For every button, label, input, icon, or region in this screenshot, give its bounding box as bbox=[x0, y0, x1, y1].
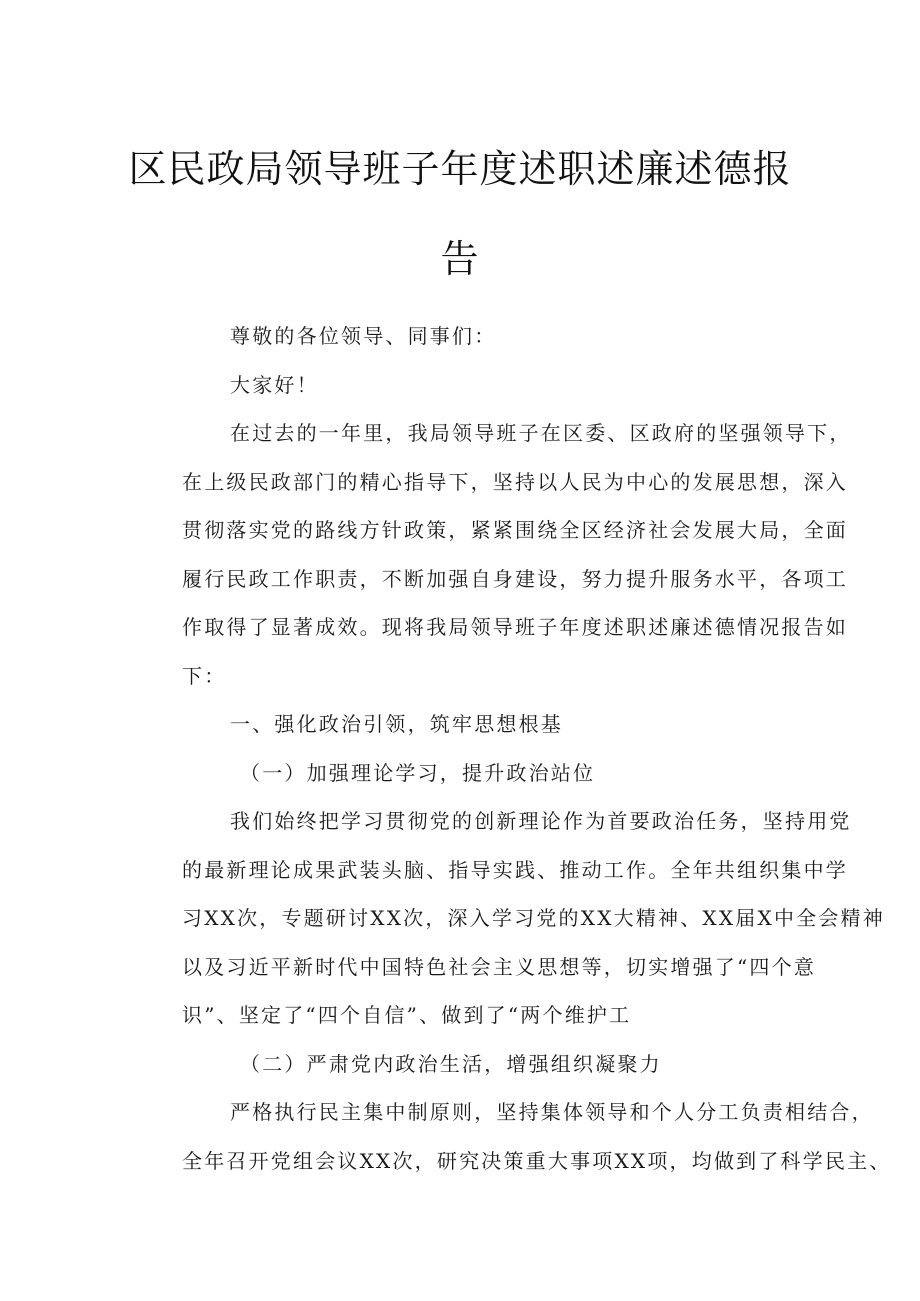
body-text-line: 作取得了显著成效。现将我局领导班子年度述职述廉述德情况报告如 bbox=[182, 615, 848, 639]
body-text-line: 在过去的一年里，我局领导班子在区委、区政府的坚强领导下， bbox=[230, 421, 852, 445]
subsection-heading: （一）加强理论学习，提升政治站位 bbox=[240, 761, 596, 785]
body-text-line: 的最新理论成果武装头脑、指导实践、推动工作。全年共组织集中学 bbox=[182, 858, 848, 882]
document-title-line-1: 区民政局领导班子年度述职述廉述德报 bbox=[128, 147, 792, 191]
body-text-line: 履行民政工作职责，不断加强自身建设，努力提升服务水平，各项工 bbox=[182, 567, 848, 591]
greeting: 大家好！ bbox=[230, 373, 319, 397]
body-text-line: 下： bbox=[182, 664, 227, 688]
section-heading: 一、强化政治引领，筑牢思想根基 bbox=[230, 712, 563, 736]
body-text-line: 全年召开党组会议XX次，研究决策重大事项XX项，均做到了科学民主、 bbox=[182, 1149, 892, 1173]
document-title-line-2: 告 bbox=[440, 237, 480, 281]
subsection-heading: （二）严肃党内政治生活，增强组织凝聚力 bbox=[240, 1052, 662, 1076]
body-text-line: 贯彻落实党的路线方针政策，紧紧围绕全区经济社会发展大局，全面 bbox=[182, 518, 848, 542]
body-text-line: 以及习近平新时代中国特色社会主义思想等，切实增强了“四个意 bbox=[182, 955, 817, 979]
body-text-line: 严格执行民主集中制原则，坚持集体领导和个人分工负责相结合， bbox=[230, 1100, 874, 1124]
body-text-line: 识”、坚定了“四个自信”、做到了“两个维护工 bbox=[182, 1003, 632, 1027]
body-text-line: 在上级民政部门的精心指导下，坚持以人民为中心的发展思想，深入 bbox=[182, 470, 848, 494]
salutation: 尊敬的各位领导、同事们： bbox=[230, 324, 497, 348]
body-text-line: 我们始终把学习贯彻党的创新理论作为首要政治任务，坚持用党 bbox=[230, 809, 852, 833]
body-text-line: 习XX次，专题研讨XX次，深入学习党的XX大精神、XX届X中全会精神 bbox=[182, 906, 885, 930]
